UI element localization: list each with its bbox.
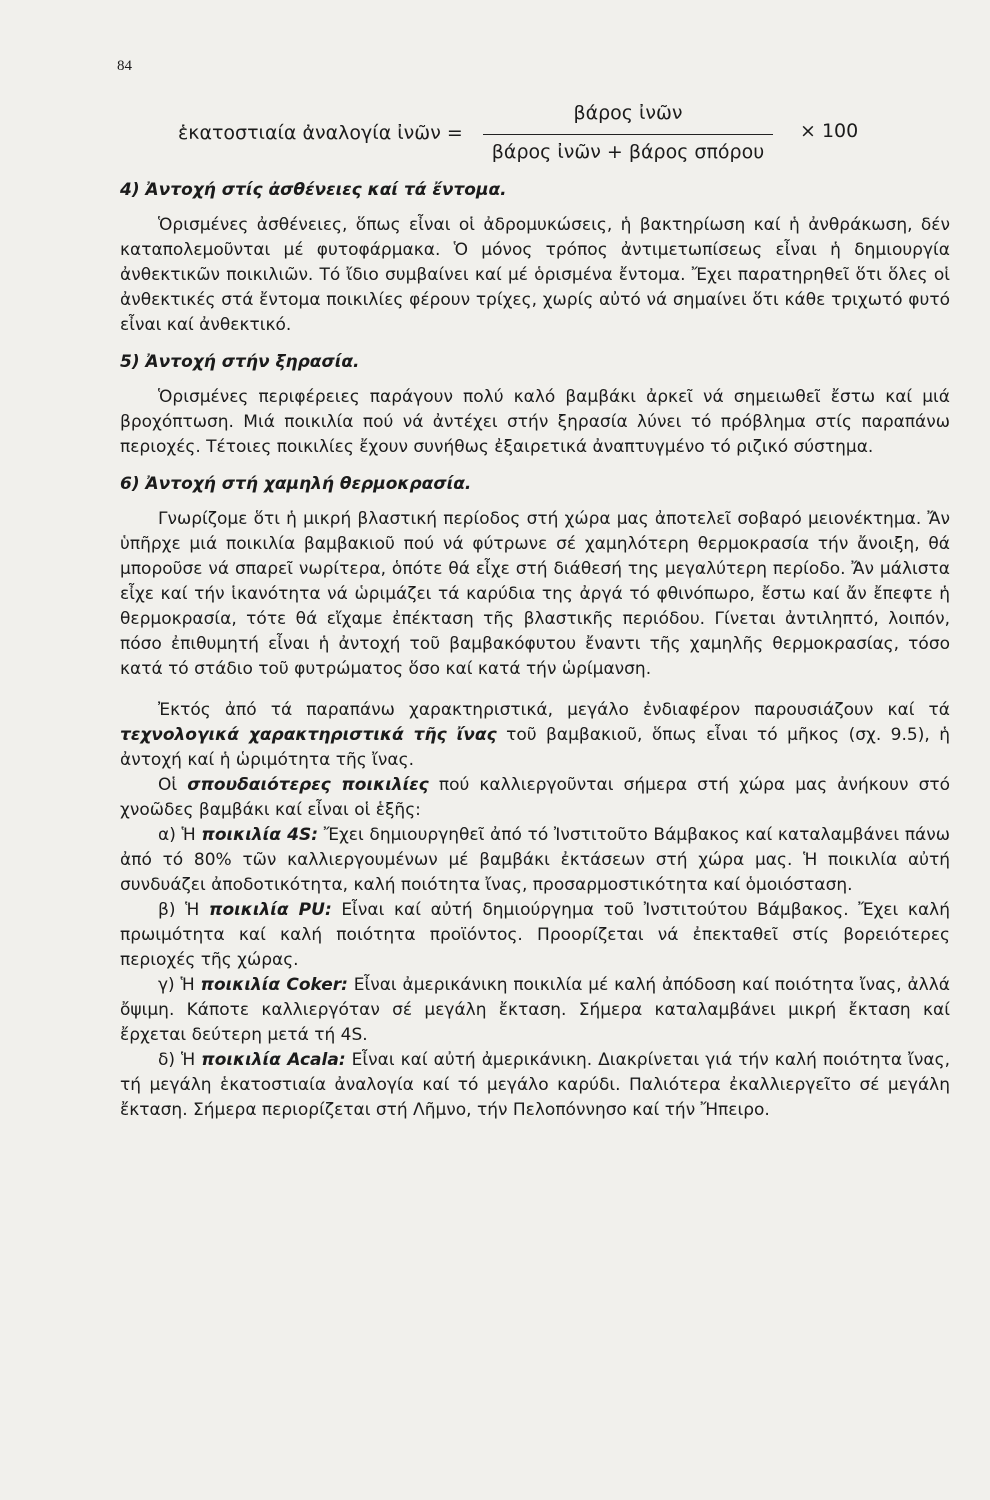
text-run: πού καλλιεργοῦνται σήμερα στή χώρα μας ἀνήκουν στό χνοῶδες βαμβάκι καί εἶναι οἱ ἑξῆς: (120, 775, 951, 820)
formula-denominator: βάρος ἰνῶν + βάρος σπόρου (491, 141, 765, 163)
text-run: Εἶναι καί αὐτή ἀμερικάνικη. Διακρίνεται γιά τήν καλή ποιότητα ἴνας, τή μεγάλη ἑκατοστιαία ἀναλογία καί τό μεγάλο καρύδι. Παλιότερα ἐκαλλιεργεῖτο σέ μεγάλη ἔκταση. Σήμερα περιορίζεται στή Λῆμνο, τήν Πελοπόννησο καί τήν Ἤπειρο. (120, 1050, 950, 1120)
list-marker: α) Ἡ (158, 825, 202, 845)
variety-name: ποικιλία 4S: (201, 825, 319, 845)
technological-characteristics-paragraph (120, 698, 950, 773)
formula-fraction (483, 102, 773, 163)
formula-multiplier: × 100 (800, 120, 859, 142)
variety-name: ποικιλία Coker: (200, 975, 348, 995)
list-marker: δ) Ἡ (158, 1050, 202, 1070)
page-number: 84 (117, 58, 132, 74)
text-run: Οἱ (158, 775, 188, 795)
section-paragraph: Ὁρισμένες ἀσθένειες, ὅπως εἶναι οἱ ἀδρομυκώσεις, ἡ βακτηρίωση καί ἡ ἀνθράκωση, δέν καταπολεμοῦνται μέ φυτοφάρμακα. Ὁ μόνος τρόπος ἀντιμετωπίσεως εἶναι ἡ δημιουργία ἀνθεκτικῶν ποικιλιῶν. Τό ἴδιο συμβαίνει καί μέ ὁρισμένα ἔντομα. Ἔχει παρατηρηθεῖ ὅτι ὅλες οἱ ἀνθεκτικές στά ἔντομα ποικιλίες φέρουν τρίχες, χωρίς αὐτό νά σημαίνει ὅτι κάθε τριχωτό φυτό εἶναι καί ἀνθεκτικό. (120, 215, 950, 335)
section-heading: 5) Ἀντοχή στήν ξηρασία. (120, 352, 360, 372)
section-disease-insect-resistance (120, 178, 950, 338)
variety-acala-paragraph (120, 1048, 950, 1123)
fraction-bar (483, 134, 773, 135)
text-run: Εἶναι ἀμερικάνικη ποικιλία μέ καλή ἀπόδοση καί ποιότητα ἴνας, ἀλλά ὄψιμη. Κάποτε καλλιεργόταν σέ μεγάλη ἔκταση. Σήμερα καταλαμβάνει μικρή ἔκταση καί ἔρχεται δεύτερη μετά τή 4S. (120, 975, 951, 1045)
section-heading: 4) Ἀντοχή στίς ἀσθένειες καί τά ἔντομα. (120, 180, 507, 200)
text-run: Ἔχει δημιουργηθεῖ ἀπό τό Ἰνστιτοῦτο Βάμβακος καί καταλαμβάνει πάνω ἀπό τό 80% τῶν καλλιεργουμένων μέ βαμβάκι ἐκτάσεων στή χώρα μας. Ἡ ποικιλία αὐτή συνδυάζει ἀποδοτικότητα, καλή ποιότητα ἴνας, προσαρμοστικότητα καί ὁμοιόσταση. (120, 825, 950, 895)
variety-name: ποικιλία Acala: (201, 1050, 346, 1070)
variety-coker-paragraph (120, 973, 950, 1048)
text-run: τοῦ βαμβακιοῦ, ὅπως εἶναι τό μῆκος (σχ. 9.5), ἡ ἀντοχή καί ἡ ὡριμότητα τῆς ἴνας. (120, 725, 950, 770)
section-cold-resistance (120, 472, 950, 682)
varieties-intro-paragraph (120, 773, 950, 823)
list-marker: β) Ἡ (158, 900, 209, 920)
formula-lhs: ἑκατοστιαία ἀναλογία ἰνῶν = (178, 122, 463, 144)
emphasis-term: τεχνολογικά χαρακτηριστικά τῆς ἴνας (120, 725, 497, 745)
variety-name: ποικιλία PU: (209, 900, 332, 920)
section-drought-resistance (120, 350, 950, 460)
fiber-percentage-formula (178, 102, 878, 172)
emphasis-term: σπουδαιότερες ποικιλίες (187, 775, 429, 795)
body-text (120, 178, 950, 1123)
variety-pu-paragraph (120, 898, 950, 973)
variety-4s-paragraph (120, 823, 950, 898)
text-run: Εἶναι καί αὐτή δημιούργημα τοῦ Ἰνστιτούτου Βάμβακος. Ἔχει καλή πρωιμότητα καί καλή ποιότητα προϊόντος. Προορίζεται νά ἐπεκταθεῖ στίς βορειότερες περιοχές τῆς χώρας. (120, 900, 950, 970)
list-marker: γ) Ἡ (158, 975, 201, 995)
section-heading: 6) Ἀντοχή στή χαμηλή θερμοκρασία. (120, 474, 472, 494)
text-run: Ἐκτός ἀπό τά παραπάνω χαρακτηριστικά, μεγάλο ἐνδιαφέρον παρουσιάζουν καί τά (158, 700, 950, 720)
formula-numerator: βάρος ἰνῶν (573, 102, 683, 124)
section-paragraph: Γνωρίζομε ὅτι ἡ μικρή βλαστική περίοδος στή χώρα μας ἀποτελεῖ σοβαρό μειονέκτημα. Ἄν ὑπῆρχε μιά ποικιλία βαμβακιοῦ πού νά φύτρωνε σέ χαμηλότερη θερμοκρασία τήν ἄνοιξη, θά μποροῦσε νά σπαρεῖ νωρίτερα, ὁπότε θά εἶχε στή διάθεσή της μεγαλύτερη περίοδο. Ἄν μάλιστα εἶχε καί τήν ἱκανότητα νά ὡριμάζει τά καρύδια της ἀργά τό φθινόπωρο, ἔστω καί ἄν ἔπεφτε ἡ θερμοκρασία, τότε θά εἴχαμε ἐπέκταση τῆς βλαστικῆς περιόδου. Γίνεται ἀντιληπτό, λοιπόν, πόσο ἐπιθυμητή εἶναι ἡ ἀντοχή τοῦ βαμβακόφυτου ἔναντι τῆς χαμηλῆς θερμοκρασίας, τόσο κατά τό στάδιο τοῦ φυτρώματος ὅσο καί κατά τήν ὡρίμανση. (120, 509, 950, 679)
section-paragraph: Ὁρισμένες περιφέρειες παράγουν πολύ καλό βαμβάκι ἀρκεῖ νά σημειωθεῖ ἔστω καί μιά βροχόπτωση. Μιά ποικιλία πού νά ἀντέχει στήν ξηρασία λύνει τό πρόβλημα στίς παραπάνω περιοχές. Τέτοιες ποικιλίες ἔχουν συνήθως ἐξαιρετικά ἀναπτυγμένο τό ριζικό σύστημα. (120, 387, 950, 457)
